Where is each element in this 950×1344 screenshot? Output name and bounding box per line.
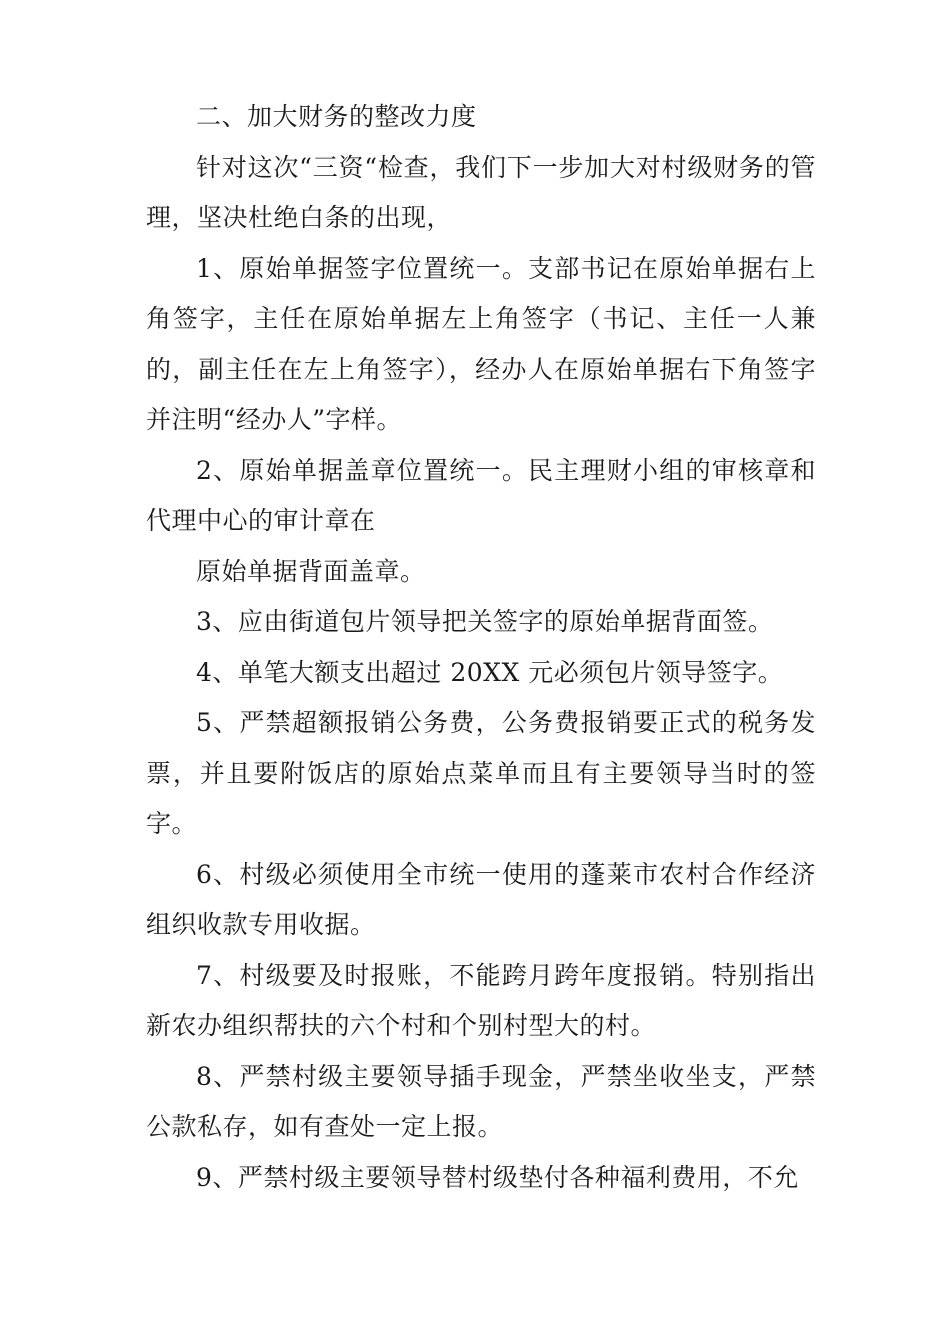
list-item-3: 3、应由街道包片领导把关签字的原始单据背面签。 xyxy=(196,607,774,636)
list-item-4: 4、单笔大额支出超过 20XX 元必须包片领导签字。 xyxy=(196,657,784,687)
document-body xyxy=(146,92,816,1203)
section-heading: 二、加大财务的整改力度 xyxy=(196,102,477,131)
intro-paragraph: 针对这次“三资“检查，我们下一步加大对村级财务的管理，坚决杜绝白条的出现， xyxy=(146,152,816,232)
list-item-1: 1、原始单据签字位置统一。支部书记在原始单据右上角签字，主任在原始单据左上角签字（书记、主任一人兼的，副主任在左上角签字），经办人在原始单据右下角签字并注明“经办人”字样。 xyxy=(146,253,816,434)
list-item-5: 5、严禁超额报销公务费，公务费报销要正式的税务发票，并且要附饭店的原始点菜单而且有主要领导当时的签字。 xyxy=(146,708,816,838)
list-item-2: 2、原始单据盖章位置统一。民主理财小组的审核章和代理中心的审计章在 xyxy=(146,455,816,535)
list-item-7: 7、村级要及时报账，不能跨月跨年度报销。特别指出新农办组织帮扶的六个村和个别村型大的村。 xyxy=(146,960,816,1040)
list-item-9: 9、严禁村级主要领导替村级垫付各种福利费用，不允 xyxy=(196,1162,799,1192)
list-item-2-continuation: 原始单据背面盖章。 xyxy=(196,556,426,586)
list-item-8: 8、严禁村级主要领导插手现金，严禁坐收坐支，严禁公款私存，如有查处一定上报。 xyxy=(146,1061,816,1141)
list-item-6: 6、村级必须使用全市统一使用的蓬莱市农村合作经济组织收款专用收据。 xyxy=(146,859,816,939)
